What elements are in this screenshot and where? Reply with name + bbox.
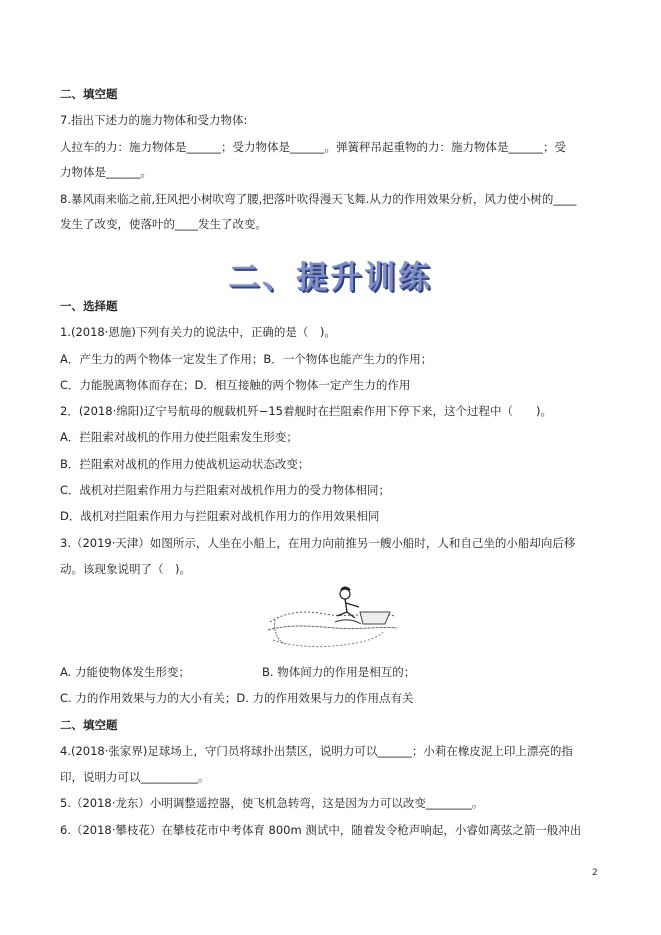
question-1-options-cd: C．力能脱离物体而存在；D．相互接触的两个物体一定产生力的作用 xyxy=(60,378,411,392)
boat-push-illustration xyxy=(265,582,400,654)
question-7-line-1: 人拉车的力：施力物体是______；受力物体是______。弹簧秤吊起重物的力：施力物体是______；受 xyxy=(60,140,566,154)
question-4-line-2: 印，说明力可以__________。 xyxy=(60,770,210,784)
question-2-option-d: D．战机对拦阻索作用力与拦阻索对战机作用力的作用效果相同 xyxy=(60,509,380,523)
question-3-line-1: 3.（2019·天津）如图所示，人坐在小船上，在用力向前推另一艘小船时，人和自己坐的小船却向后移 xyxy=(60,536,576,550)
question-3-option-b: B. 物体间力的作用是相互的； xyxy=(262,665,416,679)
question-3-line-2: 动。该现象说明了（ )。 xyxy=(60,562,191,576)
question-1-options-ab: A．产生力的两个物体一定发生了作用；B．一个物体也能产生力的作用； xyxy=(60,352,433,366)
question-2-option-a: A．拦阻索对战机的作用力使拦阻索发生形变； xyxy=(60,430,298,444)
question-2-option-b: B．拦阻索对战机的作用力使战机运动状态改变； xyxy=(60,457,310,471)
question-3-option-a: A. 力能使物体发生形变； xyxy=(60,665,190,679)
question-2-stem: 2．(2018·绵阳)辽宁号航母的舰载机歼−15着舰时在拦阻索作用下停下来，这个过程中（ )。 xyxy=(60,404,552,418)
question-7-line-2: 力物体是______。 xyxy=(60,165,152,179)
question-8-line-1: 8.暴风雨来临之前,狂风把小树吹弯了腰,把落叶吹得漫天飞舞.从力的作用效果分析，风力使小树的____ xyxy=(60,192,577,206)
section-heading-fill: 二、填空题 xyxy=(60,87,118,101)
question-6: 6.（2018·攀枝花）在攀枝花市中考体育 800m 测试中，随着发令枪声响起，小睿如离弦之箭一般冲出 xyxy=(60,823,582,837)
page-number: 2 xyxy=(592,868,598,878)
section-heading-fill-2: 二、填空题 xyxy=(60,718,118,732)
question-1-stem: 1.(2018·恩施)下列有关力的说法中，正确的是（ )。 xyxy=(60,325,336,339)
question-5: 5.（2018·龙东）小明调整遥控器，使飞机急转弯，这是因为力可以改变________。 xyxy=(60,796,484,810)
question-7-stem: 7.指出下述力的施力物体和受力物体: xyxy=(60,113,248,127)
question-2-option-c: C．战机对拦阻索作用力与拦阻索对战机作用力的受力物体相同； xyxy=(60,483,391,497)
question-3-options-cd: C. 力的作用效果与力的大小有关；D. 力的作用效果与力的作用点有关 xyxy=(60,691,414,705)
question-8-line-2: 发生了改变，使落叶的____发生了改变。 xyxy=(60,217,267,231)
main-title: 二、提升训练 xyxy=(228,260,433,296)
question-4-line-1: 4.(2018·张家界)足球场上，守门员将球扑出禁区，说明力可以______；小莉在橡皮泥上印上漂亮的指 xyxy=(60,744,573,758)
section-heading-choice: 一、选择题 xyxy=(60,299,118,313)
